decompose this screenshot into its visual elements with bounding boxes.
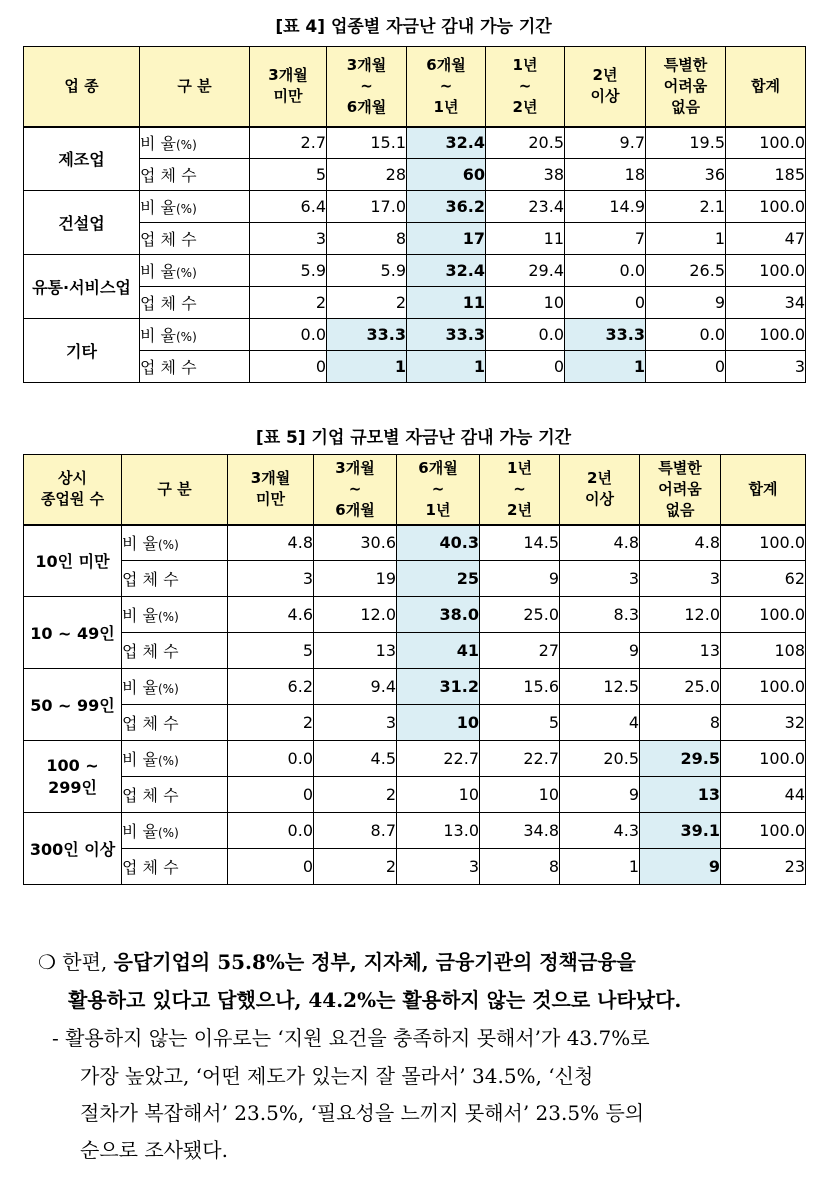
row-label: 업 체 수 (122, 858, 179, 877)
value-cell: 32.4 (407, 255, 486, 287)
value-cell: 60 (407, 159, 486, 191)
table-row (24, 633, 806, 669)
row-label-cell (140, 223, 250, 255)
value-cell: 1 (646, 223, 726, 255)
value-cell: 2 (250, 287, 327, 319)
value-cell: 33.3 (407, 319, 486, 351)
value-cell: 100.0 (721, 813, 806, 849)
table4-caption: [표 4] 업종별 자금난 감내 가능 기간 (275, 17, 552, 37)
table-row (24, 525, 806, 561)
table-row (24, 561, 806, 597)
value-cell: 17 (407, 223, 486, 255)
row-label-cell (140, 159, 250, 191)
header-label: 3개월 ~ 6개월 (346, 55, 387, 116)
header-cell (24, 47, 140, 127)
table-row (24, 741, 806, 777)
value-cell: 100.0 (721, 741, 806, 777)
table-row (24, 351, 806, 383)
group-label: 유통·서비스업 (24, 255, 140, 319)
value-cell: 100.0 (721, 597, 806, 633)
value-cell: 32.4 (407, 127, 486, 159)
value-cell: 4.6 (228, 597, 314, 633)
value-cell: 3 (640, 561, 721, 597)
row-label: 비 율 (122, 750, 158, 769)
value-cell: 13.0 (397, 813, 480, 849)
row-label-cell (122, 849, 228, 885)
header-label: 합계 (751, 76, 780, 95)
value-cell: 0.0 (228, 741, 314, 777)
group-label: 기타 (24, 319, 140, 383)
table-row (24, 849, 806, 885)
table-row (24, 705, 806, 741)
value-cell: 29.5 (640, 741, 721, 777)
header-cell (250, 47, 327, 127)
value-cell: 30.6 (314, 525, 397, 561)
value-cell: 100.0 (726, 191, 806, 223)
value-cell: 1 (327, 351, 407, 383)
row-label: 업 체 수 (140, 294, 197, 313)
row-label-cell (140, 319, 250, 351)
header-cell (397, 455, 480, 525)
sub-line-3: 절차가 복잡해서’ 23.5%, ‘필요성을 느끼지 못해서’ 23.5% 등의 (80, 1101, 645, 1125)
value-cell: 17.0 (327, 191, 407, 223)
header-label: 1년 ~ 2년 (512, 55, 538, 116)
row-label: 업 체 수 (122, 642, 179, 661)
value-cell: 10 (486, 287, 565, 319)
group-label: 건설업 (24, 191, 140, 255)
header-label: 1년 ~ 2년 (507, 458, 532, 519)
unit-label: (%) (176, 202, 197, 216)
value-cell: 11 (486, 223, 565, 255)
table-row (24, 597, 806, 633)
value-cell: 8 (480, 849, 560, 885)
value-cell: 15.6 (480, 669, 560, 705)
header-label: 3개월 미만 (268, 66, 308, 106)
value-cell: 4.5 (314, 741, 397, 777)
value-cell: 12.0 (640, 597, 721, 633)
value-cell: 5.9 (250, 255, 327, 287)
value-cell: 22.7 (397, 741, 480, 777)
value-cell: 13 (314, 633, 397, 669)
sub-line-4: 순으로 조사됐다. (80, 1138, 228, 1162)
value-cell: 9 (560, 633, 640, 669)
value-cell: 15.1 (327, 127, 407, 159)
value-cell: 3 (726, 351, 806, 383)
header-cell (640, 455, 721, 525)
row-label: 비 율 (122, 534, 158, 554)
row-label: 업 체 수 (140, 358, 197, 377)
group-label: 100 ~ 299인 (24, 741, 122, 813)
row-label: 비 율 (140, 326, 176, 345)
row-label: 업 체 수 (140, 230, 197, 249)
header-label: 업 종 (64, 76, 99, 95)
value-cell: 32 (721, 705, 806, 741)
value-cell: 33.3 (565, 319, 646, 351)
table-row (24, 319, 806, 351)
value-cell: 5 (228, 633, 314, 669)
value-cell: 20.5 (560, 741, 640, 777)
header-label: 특별한 어려움 없음 (658, 458, 702, 519)
unit-label: (%) (158, 754, 179, 768)
row-label: 비 율 (122, 606, 158, 625)
value-cell: 13 (640, 777, 721, 813)
value-cell: 100.0 (726, 255, 806, 287)
value-cell: 2 (314, 849, 397, 885)
paragraph-line-1 (38, 946, 636, 975)
value-cell: 10 (397, 705, 480, 741)
value-cell: 25 (397, 561, 480, 597)
unit-label: (%) (158, 826, 179, 840)
table-row (24, 669, 806, 705)
row-label-cell (122, 633, 228, 669)
value-cell: 34.8 (480, 813, 560, 849)
value-cell: 2 (327, 287, 407, 319)
value-cell: 28 (327, 159, 407, 191)
table-row (24, 191, 806, 223)
header-cell (122, 455, 228, 525)
value-cell: 0 (646, 351, 726, 383)
row-label-cell (140, 351, 250, 383)
group-label: 300인 이상 (24, 813, 122, 885)
table-row (24, 127, 806, 159)
unit-label: (%) (176, 138, 197, 153)
value-cell: 23 (721, 849, 806, 885)
value-cell: 0 (228, 777, 314, 813)
value-cell: 38 (486, 159, 565, 191)
value-cell: 3 (560, 561, 640, 597)
header-cell (327, 47, 407, 127)
value-cell: 18 (565, 159, 646, 191)
table-row (24, 813, 806, 849)
value-cell: 44 (721, 777, 806, 813)
value-cell: 62 (721, 561, 806, 597)
value-cell: 10 (397, 777, 480, 813)
value-cell: 8.3 (560, 597, 640, 633)
value-cell: 6.4 (250, 191, 327, 223)
header-label: 특별한 어려움 없음 (663, 55, 708, 116)
row-label: 비 율 (140, 134, 176, 154)
value-cell: 20.5 (486, 127, 565, 159)
header-cell (560, 455, 640, 525)
row-label-cell (140, 127, 250, 159)
group-label: 10인 미만 (24, 525, 122, 597)
value-cell: 14.5 (480, 525, 560, 561)
row-label: 업 체 수 (122, 570, 179, 589)
value-cell: 108 (721, 633, 806, 669)
value-cell: 13 (640, 633, 721, 669)
header-cell (565, 47, 646, 127)
value-cell: 11 (407, 287, 486, 319)
table-row (24, 159, 806, 191)
value-cell: 12.5 (560, 669, 640, 705)
value-cell: 38.0 (397, 597, 480, 633)
row-label: 비 율 (122, 678, 158, 697)
header-cell (407, 47, 486, 127)
value-cell: 3 (228, 561, 314, 597)
row-label-cell (122, 741, 228, 777)
value-cell: 4.8 (228, 525, 314, 561)
value-cell: 25.0 (640, 669, 721, 705)
header-cell (228, 455, 314, 525)
table5-header-row (24, 455, 806, 525)
group-label: 제조업 (24, 127, 140, 191)
sub-line-2: 가장 높았고, ‘어떤 제도가 있는지 잘 몰라서’ 34.5%, ‘신청 (80, 1064, 594, 1088)
value-cell: 29.4 (486, 255, 565, 287)
value-cell: 19 (314, 561, 397, 597)
group-label: 50 ~ 99인 (24, 669, 122, 741)
value-cell: 26.5 (646, 255, 726, 287)
value-cell: 7 (565, 223, 646, 255)
row-label-cell (122, 669, 228, 705)
value-cell: 36.2 (407, 191, 486, 223)
table4-header-row (24, 47, 806, 127)
header-label: 구 분 (157, 479, 192, 498)
table5 (23, 454, 806, 885)
value-cell: 9 (560, 777, 640, 813)
sub-line-1: - 활용하지 않는 이유로는 ‘지원 요건을 충족하지 못해서’가 43.7%로 (52, 1026, 650, 1050)
value-cell: 9.4 (314, 669, 397, 705)
value-cell: 41 (397, 633, 480, 669)
value-cell: 100.0 (721, 525, 806, 561)
value-cell: 5.9 (327, 255, 407, 287)
header-label: 2년 이상 (590, 66, 620, 106)
row-label: 비 율 (140, 198, 176, 217)
value-cell: 4 (560, 705, 640, 741)
table-row (24, 777, 806, 813)
value-cell: 40.3 (397, 525, 480, 561)
row-label: 업 체 수 (122, 786, 179, 805)
row-label-cell (122, 525, 228, 561)
value-cell: 185 (726, 159, 806, 191)
value-cell: 5 (250, 159, 327, 191)
header-cell (314, 455, 397, 525)
value-cell: 1 (560, 849, 640, 885)
value-cell: 12.0 (314, 597, 397, 633)
row-label: 업 체 수 (122, 714, 179, 733)
unit-label: (%) (158, 682, 179, 696)
header-label: 상시 종업원 수 (40, 469, 105, 509)
value-cell: 2.1 (646, 191, 726, 223)
header-label: 3개월 미만 (250, 469, 291, 509)
unit-label: (%) (158, 538, 179, 553)
value-cell: 19.5 (646, 127, 726, 159)
table5-caption: [표 5] 기업 규모별 자금난 감내 가능 기간 (255, 428, 572, 448)
value-cell: 9.7 (565, 127, 646, 159)
value-cell: 2 (228, 705, 314, 741)
unit-label: (%) (176, 330, 197, 344)
value-cell: 8.7 (314, 813, 397, 849)
paragraph-bold-1: 응답기업의 55.8%는 정부, 지자체, 금융기관의 정책금융을 (113, 950, 636, 974)
row-label: 비 율 (140, 262, 176, 281)
header-cell (24, 455, 122, 525)
value-cell: 14.9 (565, 191, 646, 223)
group-label: 10 ~ 49인 (24, 597, 122, 669)
header-cell (480, 455, 560, 525)
table-row (24, 223, 806, 255)
header-cell (721, 455, 806, 525)
header-label: 6개월 ~ 1년 (426, 55, 466, 116)
value-cell: 27 (480, 633, 560, 669)
value-cell: 8 (327, 223, 407, 255)
value-cell: 34 (726, 287, 806, 319)
value-cell: 100.0 (726, 127, 806, 159)
row-label-cell (122, 561, 228, 597)
header-label: 2년 이상 (585, 469, 614, 509)
header-label: 6개월 ~ 1년 (418, 458, 458, 519)
value-cell: 0 (486, 351, 565, 383)
value-cell: 4.3 (560, 813, 640, 849)
value-cell: 6.2 (228, 669, 314, 705)
circle-bullet-icon: ❍ (38, 950, 56, 974)
row-label-cell (140, 255, 250, 287)
row-label: 비 율 (122, 822, 158, 841)
value-cell: 3 (314, 705, 397, 741)
header-cell (646, 47, 726, 127)
value-cell: 0.0 (228, 813, 314, 849)
row-label-cell (122, 705, 228, 741)
row-label-cell (122, 777, 228, 813)
paragraph-line-2: 활용하고 있다고 답했으나, 44.2%는 활용하지 않는 것으로 나타났다. (68, 988, 682, 1012)
value-cell: 1 (565, 351, 646, 383)
paragraph-intro: 한편, (62, 950, 114, 974)
value-cell: 25.0 (480, 597, 560, 633)
value-cell: 2.7 (250, 127, 327, 159)
value-cell: 2 (314, 777, 397, 813)
value-cell: 0 (250, 351, 327, 383)
row-label-cell (140, 191, 250, 223)
row-label-cell (122, 813, 228, 849)
value-cell: 3 (397, 849, 480, 885)
unit-label: (%) (158, 610, 179, 624)
unit-label: (%) (176, 266, 197, 280)
header-cell (140, 47, 250, 127)
value-cell: 22.7 (480, 741, 560, 777)
header-cell (486, 47, 565, 127)
table-row (24, 255, 806, 287)
value-cell: 4.8 (560, 525, 640, 561)
row-label-cell (122, 597, 228, 633)
value-cell: 33.3 (327, 319, 407, 351)
value-cell: 9 (646, 287, 726, 319)
value-cell: 0 (228, 849, 314, 885)
row-label: 업 체 수 (140, 166, 197, 185)
value-cell: 31.2 (397, 669, 480, 705)
value-cell: 9 (640, 849, 721, 885)
value-cell: 8 (640, 705, 721, 741)
header-label: 합계 (748, 479, 778, 498)
value-cell: 100.0 (721, 669, 806, 705)
header-cell (726, 47, 806, 127)
value-cell: 1 (407, 351, 486, 383)
value-cell: 100.0 (726, 319, 806, 351)
value-cell: 0 (565, 287, 646, 319)
value-cell: 0.0 (565, 255, 646, 287)
value-cell: 3 (250, 223, 327, 255)
value-cell: 4.8 (640, 525, 721, 561)
value-cell: 36 (646, 159, 726, 191)
header-label: 구 분 (177, 76, 212, 95)
value-cell: 5 (480, 705, 560, 741)
value-cell: 9 (480, 561, 560, 597)
value-cell: 0.0 (486, 319, 565, 351)
value-cell: 23.4 (486, 191, 565, 223)
value-cell: 0.0 (250, 319, 327, 351)
value-cell: 10 (480, 777, 560, 813)
table-row (24, 287, 806, 319)
row-label-cell (140, 287, 250, 319)
header-label: 3개월 ~ 6개월 (335, 458, 375, 519)
value-cell: 47 (726, 223, 806, 255)
table4 (23, 46, 806, 383)
value-cell: 39.1 (640, 813, 721, 849)
value-cell: 0.0 (646, 319, 726, 351)
